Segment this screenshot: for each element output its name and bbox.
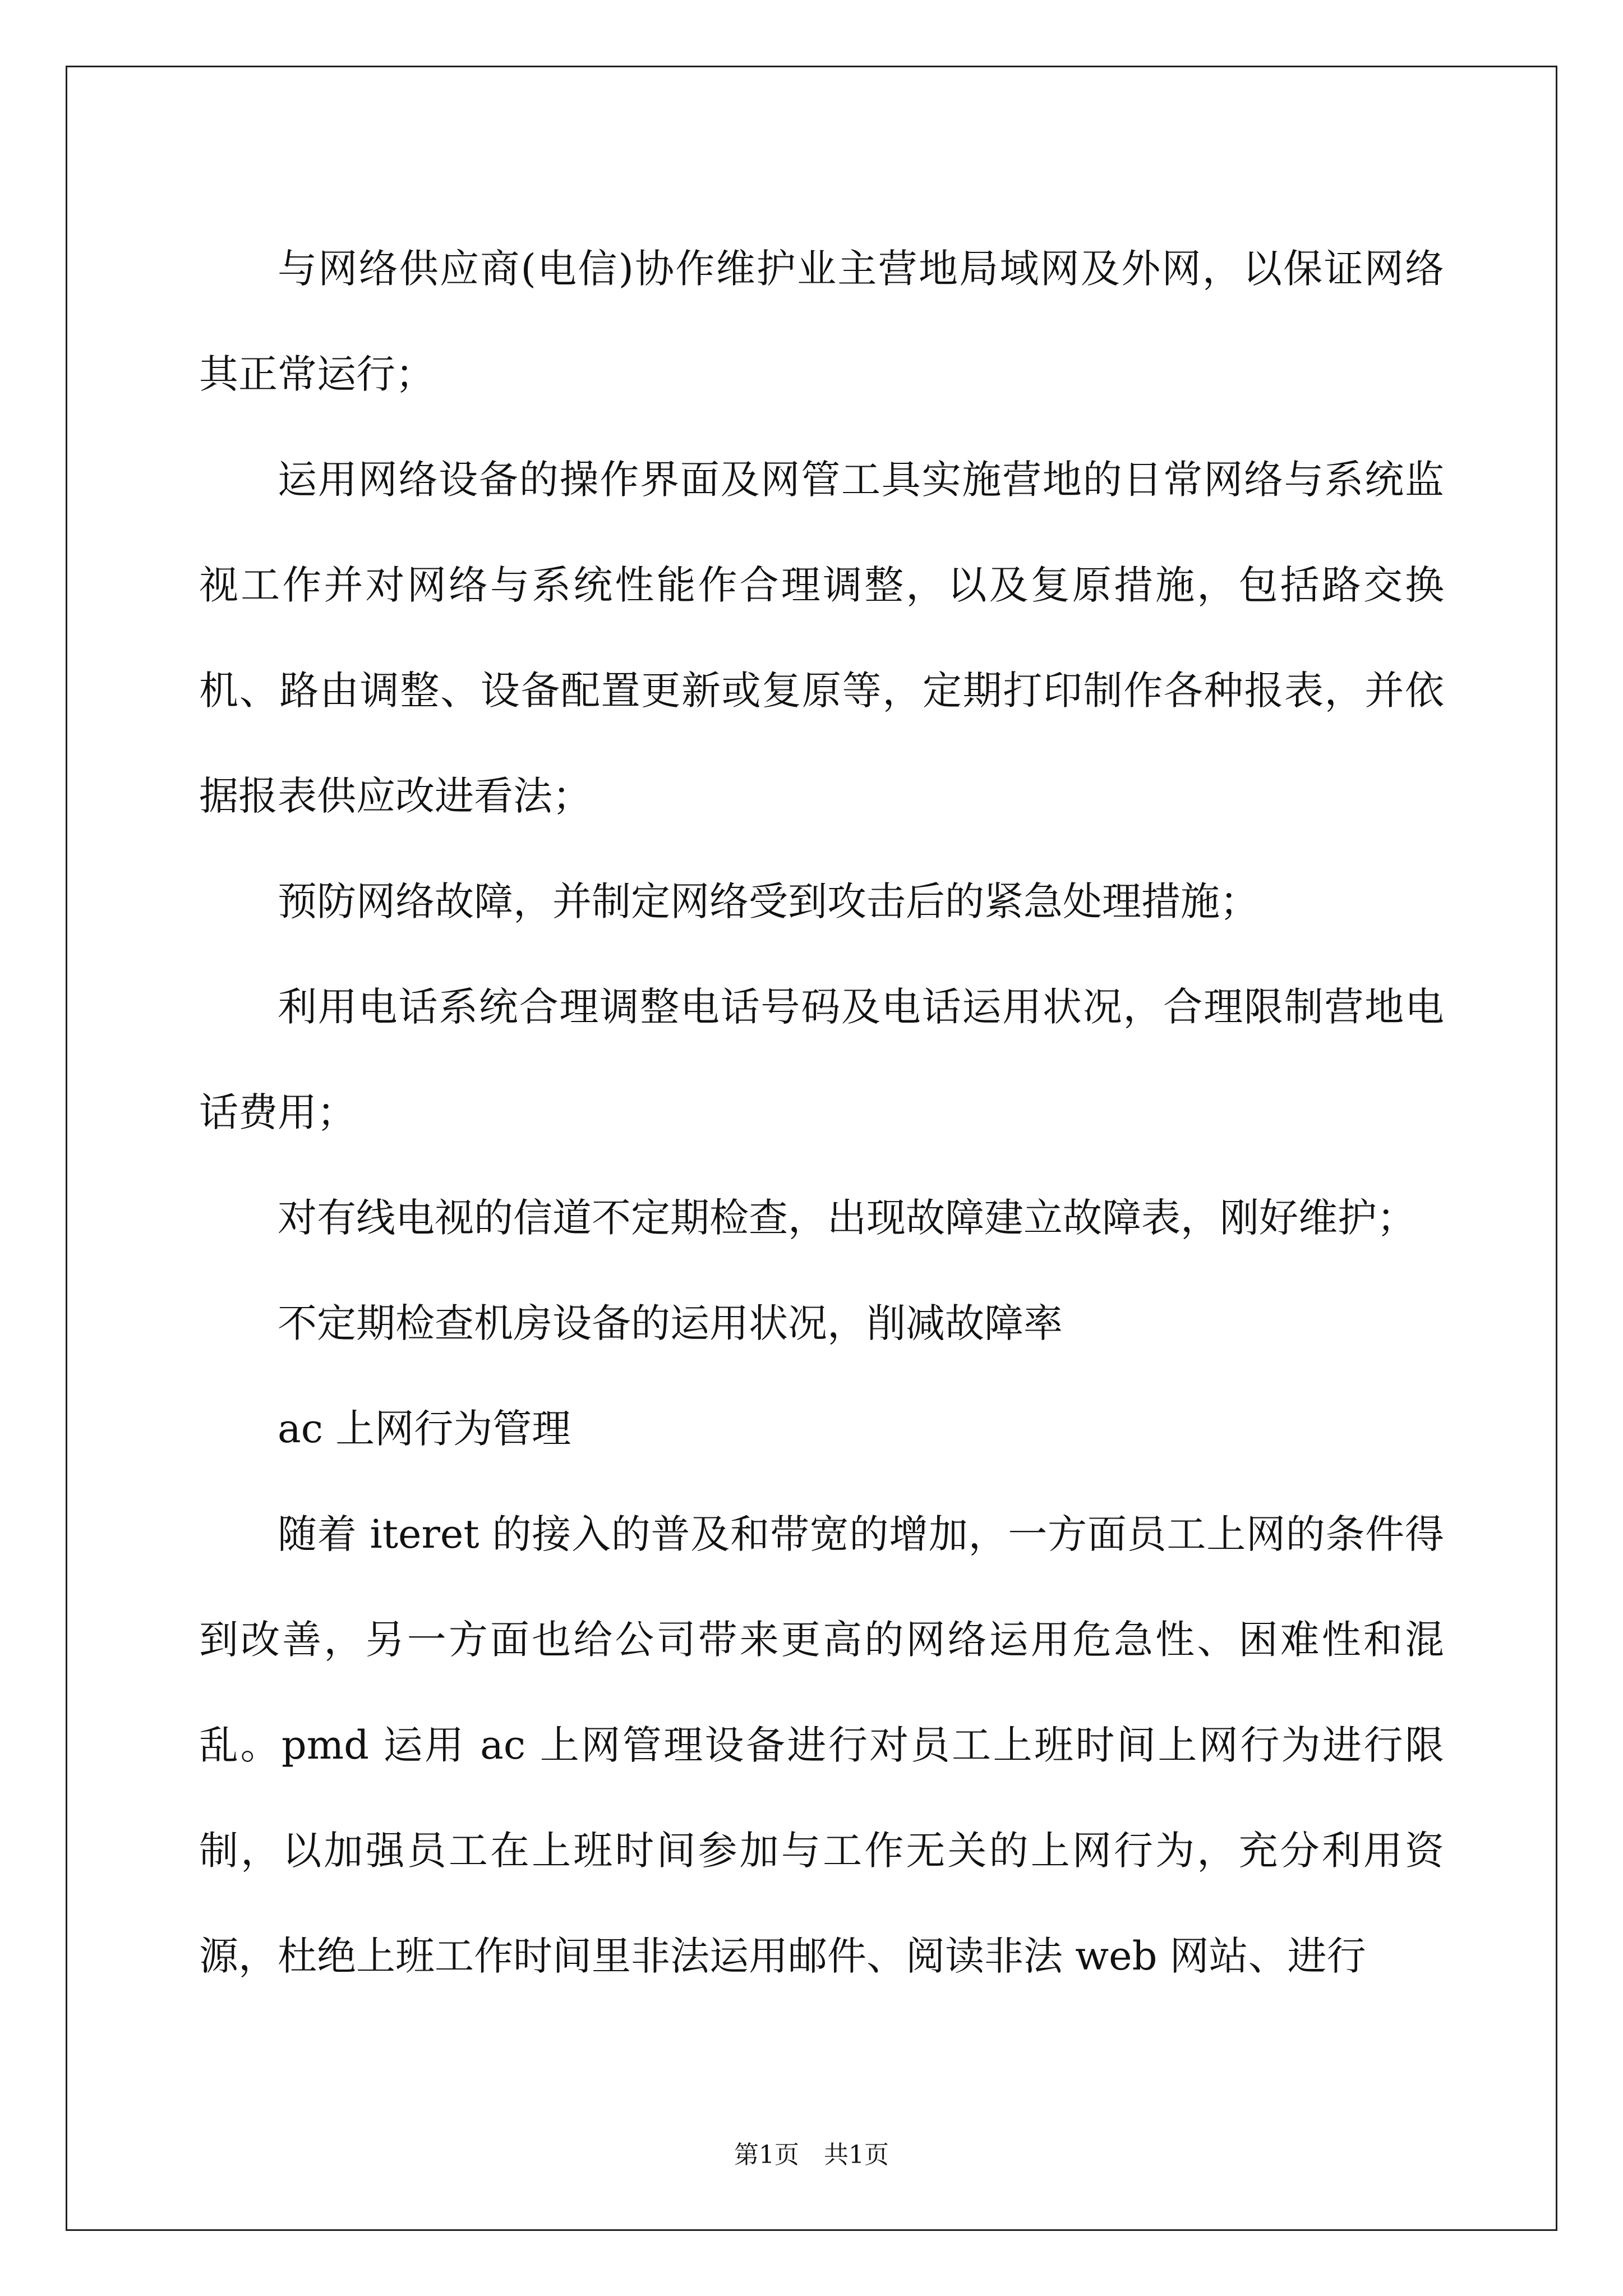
paragraph-server-room: 不定期检查机房设备的运用状况，削减故障率 xyxy=(278,1300,1063,1346)
section-heading-ac: ac 上网行为管理 xyxy=(278,1406,571,1452)
page-footer: 第1页 共1页 xyxy=(734,2141,889,2169)
paragraph-network-monitoring: 运用网络设备的操作界面及网管工具实施营地的日常网络与系统监视工作并对网络与系统性能作合理调整，以及复原措施，包括路交换机、路由调整、设备配置更新或复原等，定期打印制作各种报表，并依据报表供应改进看法； xyxy=(199,457,1444,819)
paragraph-phone-system: 利用电话系统合理调整电话号码及电话运用状况，合理限制营地电话费用； xyxy=(199,984,1444,1135)
paragraph-fault-prevention: 预防网络故障，并制定网络受到攻击后的紧急处理措施； xyxy=(278,878,1259,924)
paragraph-network-maintenance: 与网络供应商(电信)协作维护业主营地局域网及外网，以保证网络其正常运行； xyxy=(199,246,1444,397)
paragraph-cable-tv: 对有线电视的信道不定期检查，出现故障建立故障表，刚好维护； xyxy=(278,1195,1416,1241)
document-body xyxy=(199,216,1444,2009)
paragraph-ac-management: 随着 iteret 的接入的普及和带宽的增加，一方面员工上网的条件得到改善，另一方面也给公司带来更高的网络运用危急性、困难性和混乱。pmd 运用 ac 上网管理设备进行对员工上班时间上网行为进行限制，以加强员工在上班时间参加与工作无关的上网行为，充分利用资源，杜绝上班工作时间里非法运用邮件、阅读非法 web 网站、进行 xyxy=(199,1511,1444,1979)
